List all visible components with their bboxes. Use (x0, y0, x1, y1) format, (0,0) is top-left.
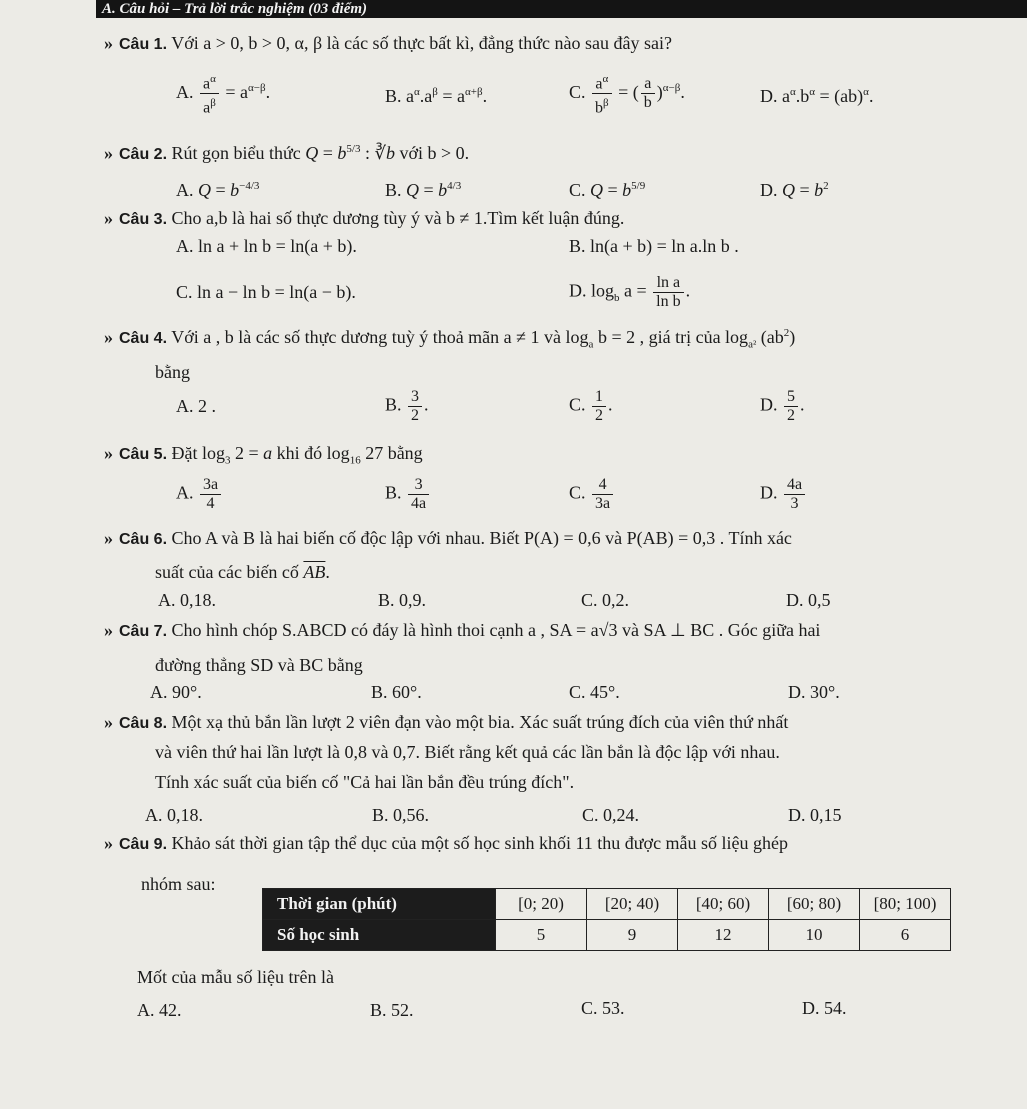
question-2-option-b[interactable]: B. $Q = b^{4/3}$ (385, 180, 462, 200)
table-cell: 12 (678, 920, 769, 951)
table-cell: 5 (496, 920, 587, 951)
question-9-line-3: Mốt của mẫu số liệu trên là (137, 967, 334, 987)
table-cell: 6 (860, 920, 951, 951)
section-title: A. Câu hỏi – Trả lời trắc nghiệm (03 điểm) (96, 0, 1027, 18)
question-9-option-a[interactable]: A. 42. (137, 1000, 182, 1020)
table-cell: [0; 20) (496, 889, 587, 920)
question-2-option-d[interactable]: D. $Q = b^2$ (760, 180, 829, 200)
question-7-option-b[interactable]: B. 60°. (371, 682, 422, 702)
question-2: » Câu 2. Rút gọn biểu thức $Q = b^{5/3}$ : ∛b với b > 0. (104, 143, 470, 163)
question-7-line-2: đường thẳng SD và BC bằng (155, 655, 363, 675)
question-4: » Câu 4. Với a , b là các số thực dương tuỳ ý thoả mãn a ≠ 1 và $\log_a b = 2$ , giá trị của $\log_{a^2} (ab^2)$ (104, 327, 796, 351)
question-1-option-b[interactable]: B. $a^\alpha.a^\beta = a^{\alpha+\beta}$. (385, 86, 488, 106)
table-cell: [60; 80) (769, 889, 860, 920)
question-3-option-d[interactable]: D. $\log_b a$ = $\frac{\text{ln a}}{\text{ln b}}$ . (569, 274, 691, 310)
table-header-students: Số học sinh (263, 920, 496, 951)
question-6-option-a[interactable]: A. 0,18. (158, 590, 216, 610)
question-5-option-c[interactable]: C. $\frac{4}{3a}$ (569, 476, 615, 513)
question-4-option-c[interactable]: C. $\frac{1}{2}$ . (569, 388, 613, 424)
question-6-option-b[interactable]: B. 0,9. (378, 590, 427, 610)
question-4-line-2: bằng (155, 362, 190, 382)
question-7-option-a[interactable]: A. 90°. (150, 682, 202, 702)
question-8-option-b[interactable]: B. 0,56. (372, 805, 430, 825)
frequency-table (262, 888, 951, 951)
table-cell: [80; 100) (860, 889, 951, 920)
question-3-option-b[interactable]: B. ln(a + b) = ln a.ln b . (569, 236, 739, 256)
question-5-option-d[interactable]: D. $\frac{4a}{3}$ (760, 476, 807, 513)
question-7: » Câu 7. Cho hình chóp S.ABCD có đáy là hình thoi cạnh a , SA = a√3 và SA ⊥ BC . Góc giữa hai (104, 620, 821, 640)
question-9-line-2: nhóm sau: (141, 874, 216, 894)
table-row (263, 889, 951, 920)
table-cell: [40; 60) (678, 889, 769, 920)
question-4-option-d[interactable]: D. $\frac{5}{2}$ . (760, 388, 805, 424)
question-1-option-c[interactable]: C. $\frac{a^\alpha}{b^\beta}$ = ( $\frac{a}{b}$ )$^{\alpha-\beta}$. (569, 70, 685, 118)
question-2-option-a[interactable]: A. $Q = b^{-4/3}$ (176, 180, 260, 200)
question-6: » Câu 6. Cho A và B là hai biến cố độc lập với nhau. Biết P(A) = 0,6 và P(AB) = 0,3 . Tính xác (104, 528, 792, 548)
question-7-option-c[interactable]: C. 45°. (569, 682, 620, 702)
table-cell: 10 (769, 920, 860, 951)
question-1: » Câu 1. Với a > 0, b > 0, α, β là các số thực bất kì, đẳng thức nào sau đây sai? (104, 33, 672, 53)
question-1-option-a[interactable]: A. $\frac{a^\alpha}{a^\beta}$ = $a^{\alpha-\beta}$. (176, 70, 270, 118)
question-9: » Câu 9. Khảo sát thời gian tập thể dục của một số học sinh khối 11 thu được mẫu số liệu ghép (104, 833, 789, 853)
question-3-option-a[interactable]: A. ln a + ln b = ln(a + b). (176, 236, 357, 256)
question-9-option-d[interactable]: D. 54. (802, 998, 847, 1018)
question-4-option-a[interactable]: A. 2 . (176, 396, 216, 416)
question-8: » Câu 8. Một xạ thủ bắn lần lượt 2 viên đạn vào một bia. Xác suất trúng đích của viên thứ nhất (104, 712, 789, 732)
table-header-time: Thời gian (phút) (263, 889, 496, 920)
question-2-option-c[interactable]: C. $Q = b^{5/9}$ (569, 180, 646, 200)
question-3-option-c[interactable]: C. ln a − ln b = ln(a − b). (176, 282, 356, 302)
question-6-line-2: suất của các biến cố $\overline{AB}$. (155, 562, 330, 582)
question-9-option-c[interactable]: C. 53. (581, 998, 625, 1018)
question-8-option-d[interactable]: D. 0,15 (788, 805, 842, 825)
question-9-option-b[interactable]: B. 52. (370, 1000, 414, 1020)
question-8-option-c[interactable]: C. 0,24. (582, 805, 640, 825)
table-cell: [20; 40) (587, 889, 678, 920)
question-4-option-b[interactable]: B. $\frac{3}{2}$ . (385, 388, 429, 424)
question-3: » Câu 3. Cho a,b là hai số thực dương tùy ý và b ≠ 1.Tìm kết luận đúng. (104, 208, 625, 228)
question-7-option-d[interactable]: D. 30°. (788, 682, 840, 702)
question-8-line-2: và viên thứ hai lần lượt là 0,8 và 0,7. Biết rằng kết quả các lần bắn là độc lập với nhau. (155, 742, 780, 762)
question-1-label: Câu 1. (119, 36, 168, 53)
table-cell: 9 (587, 920, 678, 951)
question-8-line-3: Tính xác suất của biến cố "Cả hai lần bắn đều trúng đích". (155, 772, 575, 792)
question-1-text: Với a > 0, b > 0, α, β là các số thực bất kì, đẳng thức nào sau đây sai? (171, 33, 672, 53)
question-6-option-d[interactable]: D. 0,5 (786, 590, 831, 610)
question-5-option-b[interactable]: B. $\frac{3}{4a}$ (385, 476, 431, 513)
question-5-option-a[interactable]: A. $\frac{3a}{4}$ (176, 476, 223, 513)
question-1-option-d[interactable]: D. $a^\alpha.b^\alpha = (ab)^\alpha$. (760, 86, 874, 106)
question-5: » Câu 5. Đặt $\log_3 2 = a$ khi đó $\log_{16} 27$ bằng (104, 443, 423, 467)
question-6-option-c[interactable]: C. 0,2. (581, 590, 630, 610)
question-8-option-a[interactable]: A. 0,18. (145, 805, 203, 825)
table-row (263, 920, 951, 951)
